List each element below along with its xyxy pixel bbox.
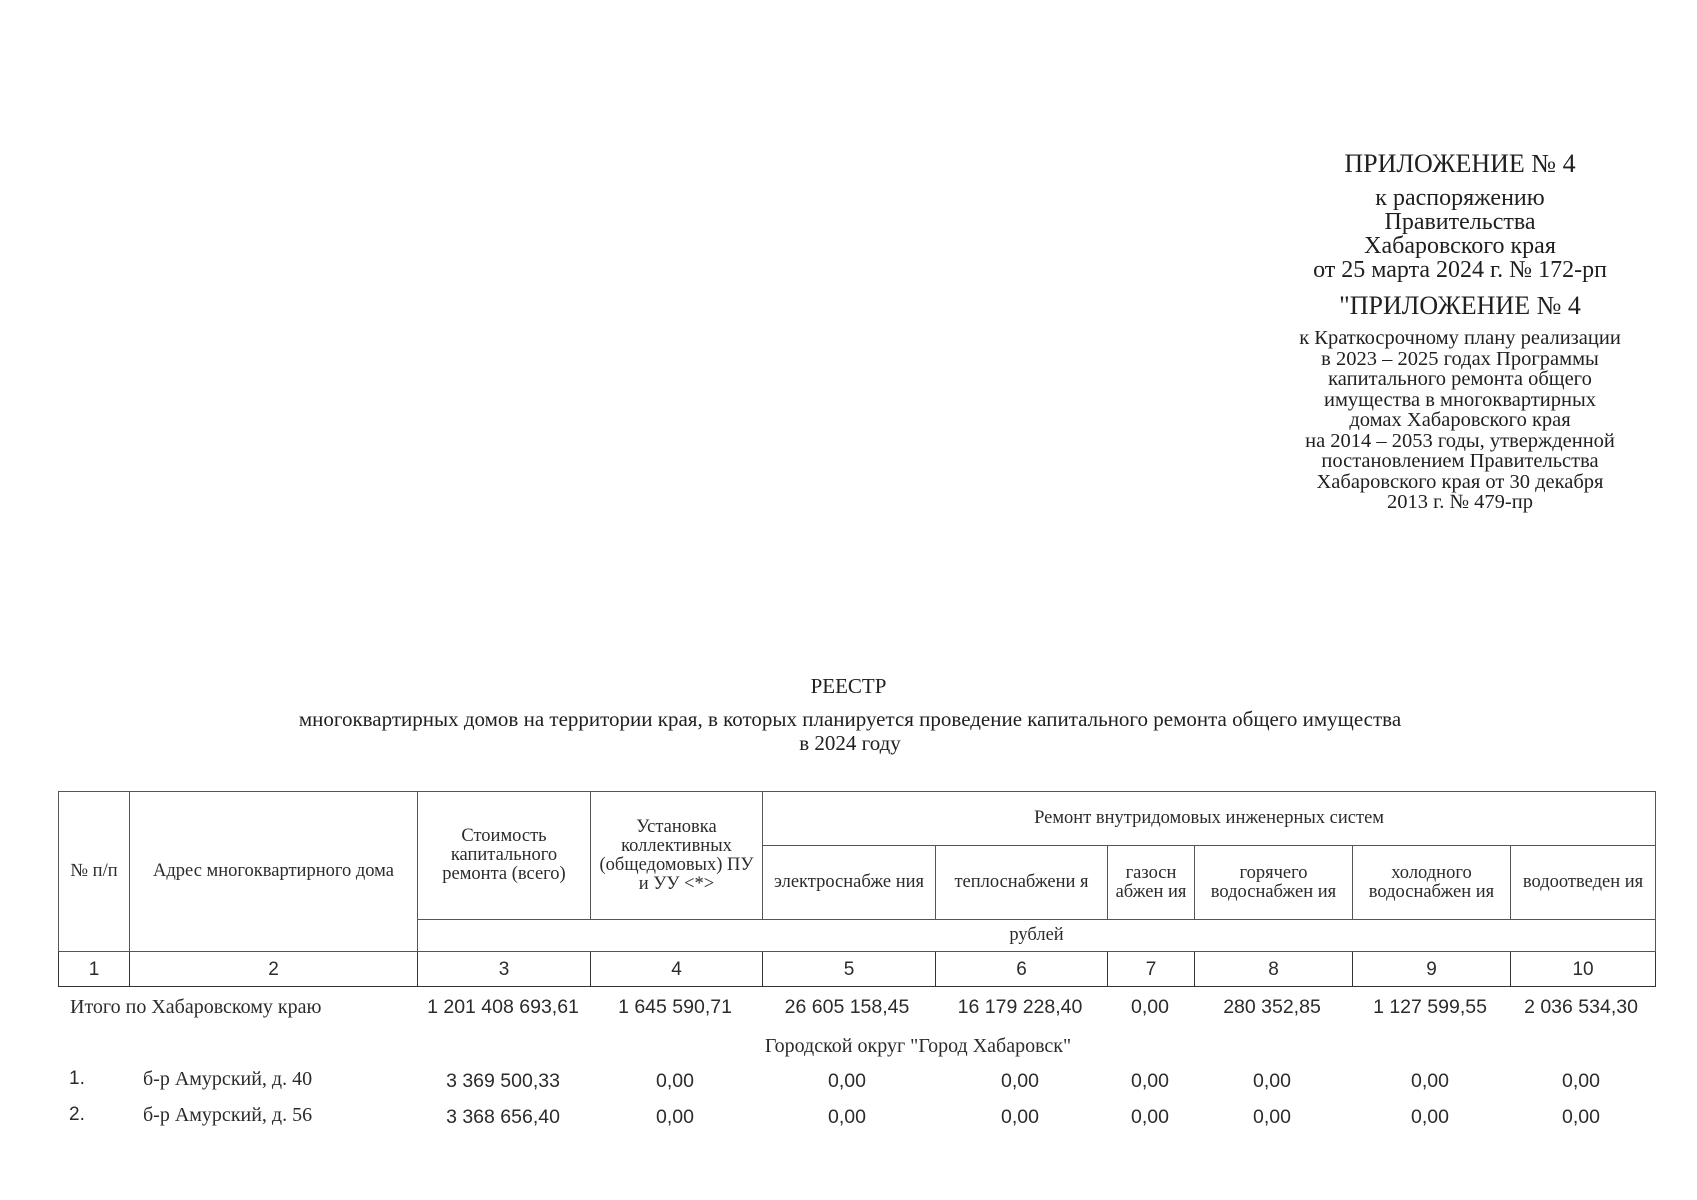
total-label: Итого по Хабаровскому краю — [70, 996, 322, 1018]
total-row — [58, 992, 1655, 1028]
row-drainage: 0,00 — [1562, 1106, 1600, 1128]
header-heating: теплоснабжени я — [936, 846, 1108, 920]
appendix-title: ПРИЛОЖЕНИЕ № 4 — [1344, 149, 1576, 178]
plan-line-1: к Краткосрочному плану реализации — [1299, 327, 1621, 349]
header-drainage: водоотведен ия — [1511, 846, 1656, 920]
row-electric: 0,00 — [828, 1106, 866, 1128]
column-number: 4 — [591, 952, 763, 987]
row-heating: 0,00 — [1001, 1106, 1039, 1128]
column-number: 9 — [1353, 952, 1511, 987]
quoted-appendix-title: "ПРИЛОЖЕНИЕ № 4 — [1339, 291, 1581, 320]
order-line-2: Правительства — [1384, 209, 1536, 235]
row-electric: 0,00 — [828, 1070, 866, 1092]
registry-title: РЕЕСТР — [810, 674, 887, 698]
plan-line-3: капитального ремонта общего — [1328, 368, 1592, 390]
header-meters: Установка коллективных (общедомовых) ПУ и УУ <*> — [591, 792, 763, 920]
header-cost: Стоимость капитального ремонта (всего) — [418, 792, 591, 920]
column-number: 1 — [59, 952, 130, 987]
order-line-3: Хабаровского края — [1364, 233, 1556, 259]
registry-data — [58, 992, 1655, 1136]
plan-line-2: в 2023 – 2025 годах Программы — [1321, 347, 1599, 370]
registry-subtitle-line-2: в 2024 году — [799, 731, 901, 755]
header-unit: рублей — [418, 920, 1656, 952]
total-electric: 26 605 158,45 — [784, 996, 910, 1018]
header-electric: электроснабже ния — [763, 846, 936, 920]
header-repair-group: Ремонт внутридомовых инженерных систем — [763, 792, 1656, 846]
column-number: 10 — [1511, 952, 1656, 987]
column-number: 3 — [418, 952, 591, 987]
plan-line-5: домах Хабаровского края — [1349, 409, 1571, 431]
plan-line-6: на 2014 – 2053 годы, утвержденной — [1305, 429, 1615, 452]
registry-subtitle-line-1: многоквартирных домов на территории края, в которых планируется проведение капитального ремонта общего имущества — [298, 707, 1402, 731]
row-gas: 0,00 — [1131, 1106, 1169, 1128]
header-no: № п/п — [59, 792, 130, 952]
order-line-4: от 25 марта 2024 г. № 172-рп — [1313, 257, 1607, 283]
row-address: б-р Амурский, д. 56 — [143, 1104, 313, 1126]
row-number: 1. — [69, 1068, 85, 1089]
header-cold-water: холодного водоснабжен ия — [1353, 846, 1511, 920]
total-drainage: 2 036 534,30 — [1524, 996, 1638, 1018]
plan-line-7: постановлением Правительства — [1321, 450, 1599, 472]
total-gas: 0,00 — [1131, 996, 1169, 1018]
row-hot-water: 0,00 — [1253, 1070, 1291, 1092]
plan-line-4: имущества в многоквартирных — [1323, 388, 1597, 411]
column-number: 2 — [130, 952, 418, 987]
total-hot-water: 280 352,85 — [1223, 996, 1321, 1018]
table-row — [58, 1100, 1655, 1136]
row-cost: 3 368 656,40 — [446, 1106, 560, 1128]
total-cost: 1 201 408 693,61 — [427, 996, 579, 1018]
row-hot-water: 0,00 — [1253, 1106, 1291, 1128]
registry-table — [58, 791, 1656, 987]
plan-line-8: Хабаровского края от 30 декабря — [1316, 470, 1604, 493]
row-drainage: 0,00 — [1562, 1070, 1600, 1092]
registry-subtitle — [200, 707, 1500, 755]
row-meters: 0,00 — [656, 1106, 694, 1128]
district-heading: Городской округ "Город Хабаровск" — [764, 1035, 1072, 1057]
column-number: 7 — [1108, 952, 1195, 987]
order-line-1: к распоряжению — [1375, 185, 1545, 211]
column-number: 6 — [936, 952, 1108, 987]
column-number: 5 — [763, 952, 936, 987]
row-heating: 0,00 — [1001, 1070, 1039, 1092]
header-hot-water: горячего водоснабжен ия — [1195, 846, 1353, 920]
row-gas: 0,00 — [1131, 1070, 1169, 1092]
row-cold-water: 0,00 — [1411, 1106, 1449, 1128]
row-meters: 0,00 — [656, 1070, 694, 1092]
total-meters: 1 645 590,71 — [618, 996, 732, 1018]
row-cost: 3 369 500,33 — [446, 1070, 560, 1092]
row-number: 2. — [69, 1104, 85, 1125]
total-heating: 16 179 228,40 — [957, 996, 1083, 1018]
header-address: Адрес многоквартирного дома — [130, 792, 418, 952]
header-gas: газосн абжен ия — [1108, 846, 1195, 920]
total-cold-water: 1 127 599,55 — [1373, 996, 1487, 1018]
row-address: б-р Амурский, д. 40 — [143, 1068, 313, 1090]
column-number: 8 — [1195, 952, 1353, 987]
appendix-header — [1240, 150, 1680, 513]
row-cold-water: 0,00 — [1411, 1070, 1449, 1092]
table-row — [58, 1064, 1655, 1100]
plan-line-9: 2013 г. № 479-пр — [1387, 491, 1533, 513]
column-number-row — [59, 952, 1656, 987]
